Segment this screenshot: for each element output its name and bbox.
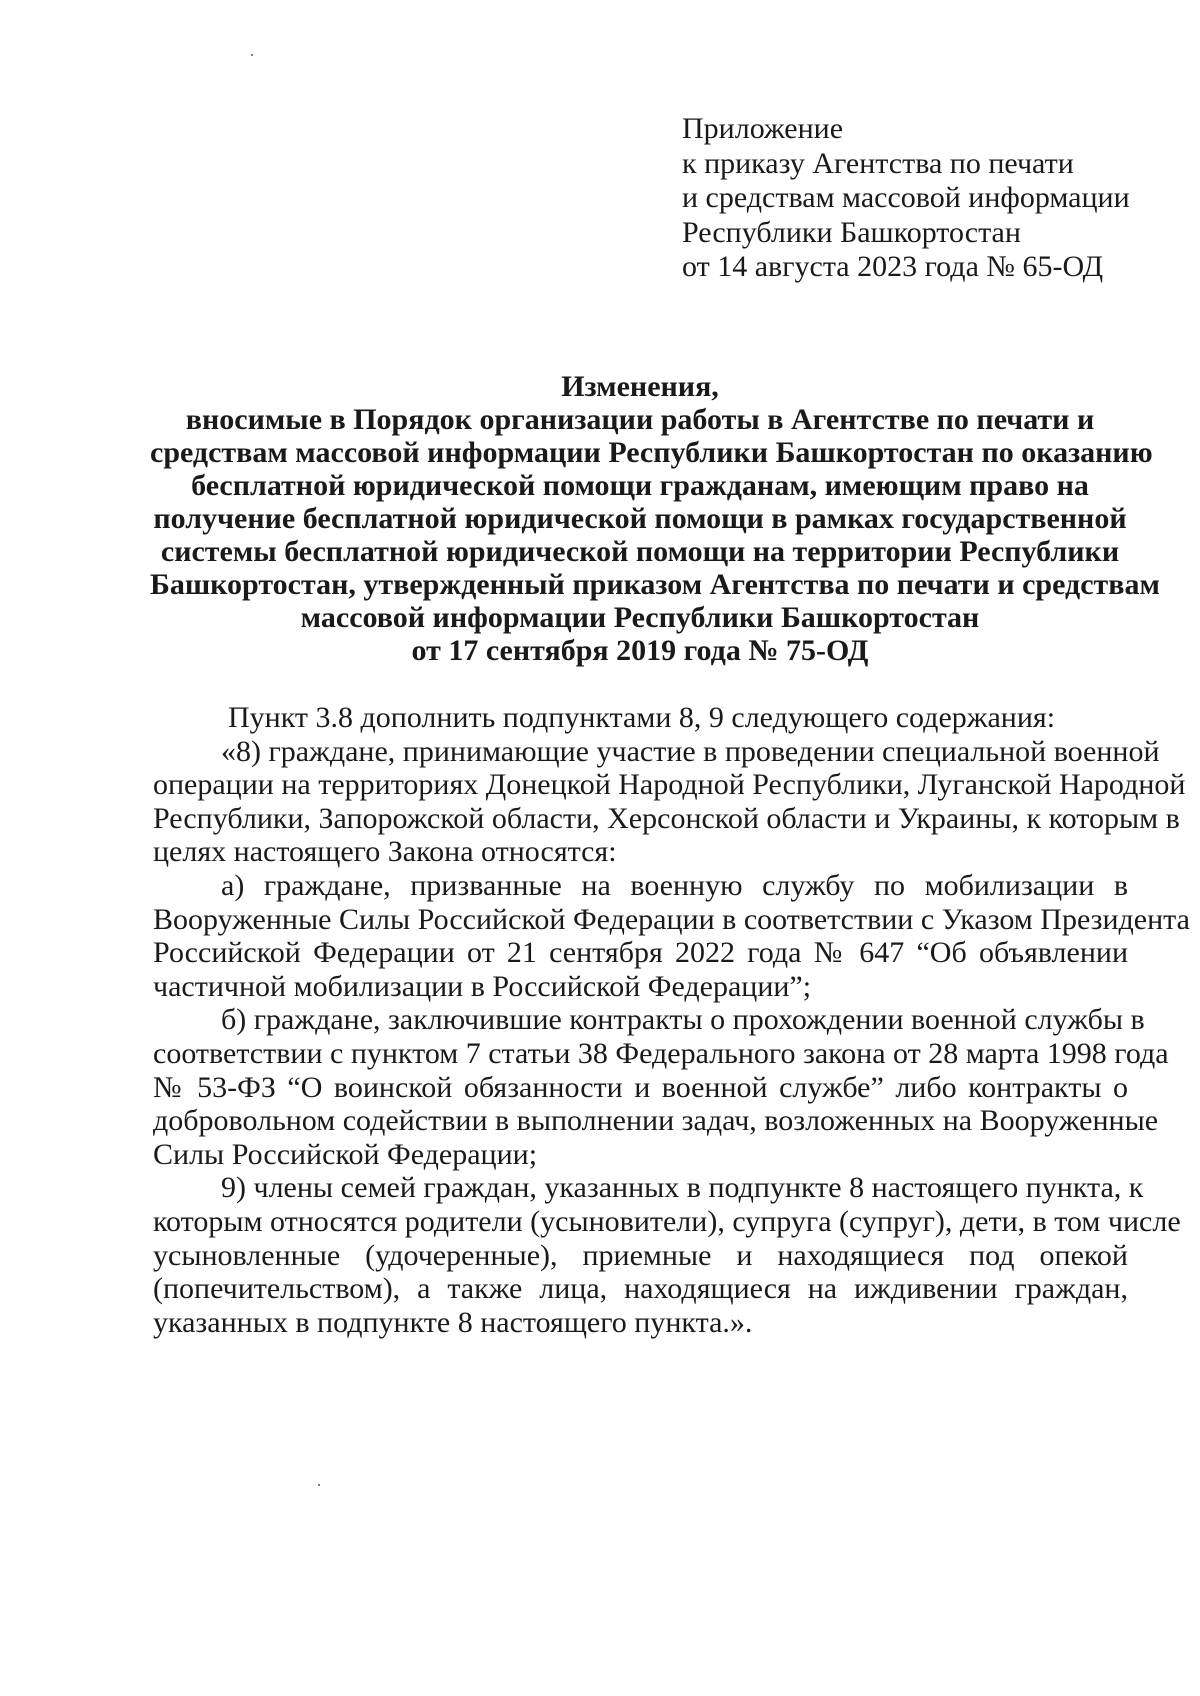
item-9-line: которым относятся родители (усыновители), супруга (супруг), дети, в том числе: [153, 1204, 1181, 1238]
item-8a-line: Российской Федерации от 21 сентября 2022 года № 647 “Об объявлении: [153, 936, 1128, 970]
item-9-line: указанных в подпункте 8 настоящего пункта.».: [153, 1305, 753, 1339]
appendix-line: Приложение: [682, 112, 844, 145]
item-9-line: 9) члены семей граждан, указанных в подпункте 8 настоящего пункта, к: [221, 1171, 1144, 1205]
heading-line: системы бесплатной юридической помощи на территории Республики: [160, 535, 1120, 568]
item-8b-line: № 53-ФЗ “О воинской обязанности и военной службе” либо контракты о: [153, 1070, 1128, 1104]
item-8-line: «8) граждане, принимающие участие в проведении специальной военной: [221, 734, 1160, 768]
scan-speck: [318, 1484, 320, 1486]
item-8b-line: б) граждане, заключившие контракты о прохождении военной службы в: [221, 1003, 1145, 1037]
item-8b-line: Силы Российской Федерации;: [153, 1137, 538, 1171]
item-8a-line: а) граждане, призванные на военную службу по мобилизации в: [221, 868, 1128, 902]
item-8b-line: добровольном содействии в выполнении задач, возложенных на Вооруженные: [153, 1104, 1159, 1138]
document-body: [153, 701, 1190, 1339]
heading-title: Изменения,: [561, 370, 719, 403]
item-9-line: усыновленные (удочеренные), приемные и находящиеся под опекой: [153, 1238, 1128, 1272]
item-8a-line: Вооруженные Силы Российской Федерации в соответствии с Указом Президента: [153, 902, 1190, 936]
appendix-date-line: от 14 августа 2023 года № 65-ОД: [682, 250, 1104, 283]
scan-speck: [251, 54, 253, 56]
heading-line: Башкортостан, утвержденный приказом Агентства по печати и средствам: [150, 568, 1160, 601]
heading-line: средствам массовой информации Республики Башкортостан по оказанию: [150, 436, 1153, 469]
item-9-line: (попечительством), а также лица, находящиеся на иждивении граждан,: [153, 1272, 1128, 1306]
item-8-line: Республики, Запорожской области, Херсонской области и Украины, к которым в: [153, 801, 1180, 835]
intro-paragraph: Пункт 3.8 дополнить подпунктами 8, 9 следующего содержания:: [228, 701, 1056, 734]
appendix-block: [682, 112, 1182, 285]
appendix-line: и средствам массовой информации: [682, 181, 1130, 214]
heading-line: получение бесплатной юридической помощи в рамках государственной: [153, 502, 1127, 535]
item-8-line: операции на территориях Донецкой Народной Республики, Луганской Народной: [153, 768, 1186, 802]
item-8a-line: частичной мобилизации в Российской Федерации”;: [153, 969, 812, 1003]
item-8b-line: соответствии с пунктом 7 статьи 38 Федерального закона от 28 марта 1998 года: [153, 1036, 1169, 1070]
document-heading: [150, 370, 1160, 667]
heading-line: от 17 сентября 2019 года № 75-ОД: [411, 634, 869, 667]
appendix-line: к приказу Агентства по печати: [682, 146, 1074, 180]
heading-line: вносимые в Порядок организации работы в Агентстве по печати и: [185, 403, 1095, 436]
heading-line: массовой информации Республики Башкортостан: [300, 601, 980, 634]
appendix-line: Республики Башкортостан: [682, 215, 1021, 249]
heading-line: бесплатной юридической помощи гражданам, имеющим право на: [191, 469, 1089, 502]
item-8-line: целях настоящего Закона относятся:: [153, 835, 617, 869]
